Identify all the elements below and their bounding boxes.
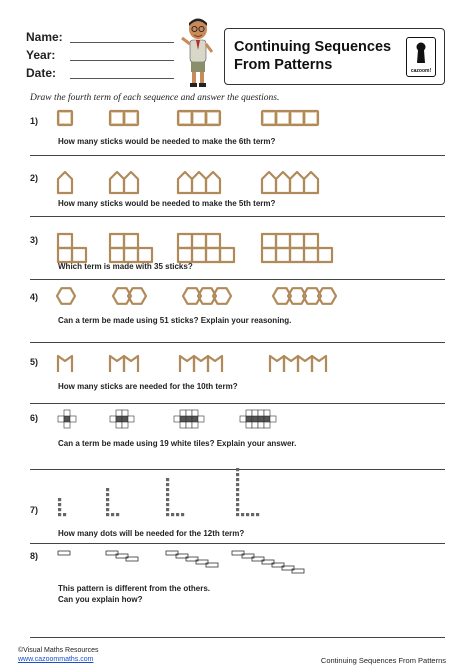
white-tile	[186, 422, 192, 428]
white-tile	[192, 410, 198, 416]
pattern-dot	[166, 488, 169, 491]
white-tile	[264, 422, 270, 428]
white-tile	[122, 422, 128, 428]
stick-arch	[284, 356, 298, 372]
stick-square	[110, 248, 124, 262]
stick-square-inner	[306, 113, 317, 124]
stick-square-inner	[208, 113, 219, 124]
stick-square	[138, 248, 152, 262]
white-tile	[180, 422, 186, 428]
title-line-2: From Patterns	[234, 57, 333, 73]
white-tile	[64, 410, 70, 416]
white-tile	[258, 422, 264, 428]
pattern-dot	[166, 513, 169, 516]
white-tile	[252, 410, 258, 416]
dark-tile	[180, 416, 186, 422]
white-tile	[174, 416, 180, 422]
white-tile	[64, 422, 70, 428]
stick-square	[58, 248, 72, 262]
question-5-arch-patterns	[58, 356, 326, 372]
pattern-dot	[111, 513, 114, 516]
stick-square	[290, 234, 304, 248]
stick-house	[304, 172, 318, 193]
pattern-dot	[236, 503, 239, 506]
question-4-hexagon-patterns	[57, 288, 336, 304]
pattern-dot	[106, 488, 109, 491]
question-1-text: How many sticks would be needed to make the 6th term?	[58, 137, 276, 146]
stick-house	[58, 172, 72, 193]
stick-square-inner	[194, 113, 205, 124]
pattern-dot	[106, 513, 109, 516]
white-tile	[186, 410, 192, 416]
footer-credits	[18, 646, 99, 664]
dark-tile	[246, 416, 252, 422]
question-3-number: 3)	[30, 235, 39, 245]
pattern-dot	[116, 513, 119, 516]
white-tile	[116, 410, 122, 416]
stick-square	[304, 248, 318, 262]
stick-square	[178, 234, 192, 248]
stick-arch	[180, 356, 194, 372]
stick-square	[276, 111, 290, 125]
stick-arch	[194, 356, 208, 372]
pattern-dot	[106, 493, 109, 496]
question-8-staircase-patterns	[58, 551, 304, 573]
white-tile	[122, 410, 128, 416]
question-7-text: How many dots will be needed for the 12th term?	[58, 529, 245, 538]
pattern-dot	[58, 503, 61, 506]
pattern-dot	[236, 488, 239, 491]
pattern-dot	[58, 508, 61, 511]
stick-square	[206, 234, 220, 248]
title-line-1: Continuing Sequences	[234, 39, 392, 55]
stick-square	[290, 248, 304, 262]
question-8-number: 8)	[30, 551, 39, 561]
stick-square	[304, 111, 318, 125]
footer-copyright: ©Visual Maths Resources	[18, 647, 99, 654]
pattern-dot	[171, 513, 174, 516]
dark-tile	[122, 416, 128, 422]
stick-arch	[110, 356, 124, 372]
white-tile	[110, 416, 116, 422]
white-tile	[180, 410, 186, 416]
stick-hexagon	[57, 288, 75, 304]
pattern-dot	[58, 498, 61, 501]
stick-square	[276, 234, 290, 248]
footer-worksheet-name: Continuing Sequences From Patterns	[320, 656, 446, 665]
stick-house	[110, 172, 124, 193]
stick-arch	[58, 356, 72, 372]
question-4-text: Can a term be made using 51 sticks? Explain your reasoning.	[58, 316, 292, 325]
stick-square	[58, 111, 72, 125]
stick-house	[124, 172, 138, 193]
pattern-dot	[106, 503, 109, 506]
stick-square	[206, 111, 220, 125]
white-tile	[240, 416, 246, 422]
stick-house	[178, 172, 192, 193]
stick-square	[110, 234, 124, 248]
stick-square-inner	[180, 113, 191, 124]
pattern-dot	[236, 493, 239, 496]
dark-tile	[264, 416, 270, 422]
pattern-dot	[236, 498, 239, 501]
stick-square	[124, 111, 138, 125]
stick-square	[58, 234, 72, 248]
white-tile	[246, 422, 252, 428]
stick-square	[178, 248, 192, 262]
stick-square-inner	[126, 113, 137, 124]
dark-tile	[64, 416, 70, 422]
pattern-dot	[58, 513, 61, 516]
white-tile	[246, 410, 252, 416]
dark-tile	[116, 416, 122, 422]
stick-square	[110, 111, 124, 125]
stick-square	[72, 248, 86, 262]
question-1-number: 1)	[30, 116, 39, 126]
question-4-number: 4)	[30, 292, 39, 302]
logo-text: cazoom!	[410, 68, 432, 74]
stick-square	[206, 248, 220, 262]
pattern-dot	[106, 508, 109, 511]
pattern-dot	[251, 513, 254, 516]
pattern-dot	[106, 498, 109, 501]
stick-square-inner	[60, 113, 71, 124]
question-1-square-patterns	[58, 111, 318, 125]
year-label: Year:	[26, 48, 56, 62]
stick-square	[262, 248, 276, 262]
question-2-text: How many sticks would be needed to make the 5th term?	[58, 199, 276, 208]
question-7-number: 7)	[30, 505, 39, 515]
pattern-dot	[246, 513, 249, 516]
pattern-dot	[176, 513, 179, 516]
white-tile	[70, 416, 76, 422]
stick-house	[206, 172, 220, 193]
stick-square	[318, 248, 332, 262]
pattern-dot	[181, 513, 184, 516]
stick-arch	[208, 356, 222, 372]
stick-square-inner	[278, 113, 289, 124]
white-tile	[270, 416, 276, 422]
stick-house	[262, 172, 276, 193]
stick-square	[178, 111, 192, 125]
stick-arch	[270, 356, 284, 372]
white-tile	[252, 422, 258, 428]
stick-square	[220, 248, 234, 262]
stick-arch	[312, 356, 326, 372]
white-tile	[258, 410, 264, 416]
pattern-dot	[256, 513, 259, 516]
pattern-dot	[236, 478, 239, 481]
question-3-l-shape-patterns	[58, 234, 332, 262]
question-6-number: 6)	[30, 413, 39, 423]
white-tile	[264, 410, 270, 416]
staircase-block	[58, 551, 70, 555]
stick-arch	[298, 356, 312, 372]
pattern-dot	[241, 513, 244, 516]
white-tile	[116, 422, 122, 428]
dark-tile	[192, 416, 198, 422]
stick-square	[124, 234, 138, 248]
pattern-dot	[166, 493, 169, 496]
white-tile	[128, 416, 134, 422]
instructions-text: Draw the fourth term of each sequence and answer the questions.	[30, 93, 280, 103]
pattern-dot	[166, 478, 169, 481]
pattern-dot	[166, 503, 169, 506]
stick-house	[290, 172, 304, 193]
question-6-text: Can a term be made using 19 white tiles? Explain your answer.	[58, 439, 297, 448]
stick-arch	[124, 356, 138, 372]
pattern-dot	[236, 508, 239, 511]
stick-square	[192, 234, 206, 248]
question-5-number: 5)	[30, 357, 39, 367]
question-8-text-line-1: This pattern is different from the others.	[58, 584, 211, 593]
dark-tile	[186, 416, 192, 422]
name-label: Name:	[26, 30, 63, 44]
pattern-dot	[166, 498, 169, 501]
dark-tile	[258, 416, 264, 422]
stick-square	[192, 248, 206, 262]
dark-tile	[252, 416, 258, 422]
stick-square	[304, 234, 318, 248]
footer-url-link[interactable]: www.cazoommaths.com	[18, 656, 94, 663]
question-2-house-patterns	[58, 172, 318, 193]
stick-square-inner	[264, 113, 275, 124]
pattern-dot	[63, 513, 66, 516]
white-tile	[192, 422, 198, 428]
white-tile	[58, 416, 64, 422]
pattern-dot	[166, 508, 169, 511]
stick-square-inner	[292, 113, 303, 124]
pattern-dot	[236, 513, 239, 516]
stick-house	[192, 172, 206, 193]
pattern-dot	[236, 468, 239, 471]
question-7-dot-patterns	[58, 468, 259, 516]
question-3-text: Which term is made with 35 sticks?	[58, 262, 193, 271]
question-6-cross-tile-patterns	[58, 410, 276, 428]
question-2-number: 2)	[30, 173, 39, 183]
pattern-dot	[236, 483, 239, 486]
question-5-text: How many sticks are needed for the 10th term?	[58, 382, 238, 391]
pattern-dot	[236, 473, 239, 476]
stick-square	[192, 111, 206, 125]
stick-square-inner	[112, 113, 123, 124]
stick-house	[276, 172, 290, 193]
stick-square	[262, 111, 276, 125]
stick-square	[276, 248, 290, 262]
stick-square	[124, 248, 138, 262]
date-label: Date:	[26, 66, 57, 80]
stick-square	[262, 234, 276, 248]
stick-square	[290, 111, 304, 125]
pattern-dot	[166, 483, 169, 486]
question-8-text-line-2: Can you explain how?	[58, 595, 143, 604]
white-tile	[198, 416, 204, 422]
